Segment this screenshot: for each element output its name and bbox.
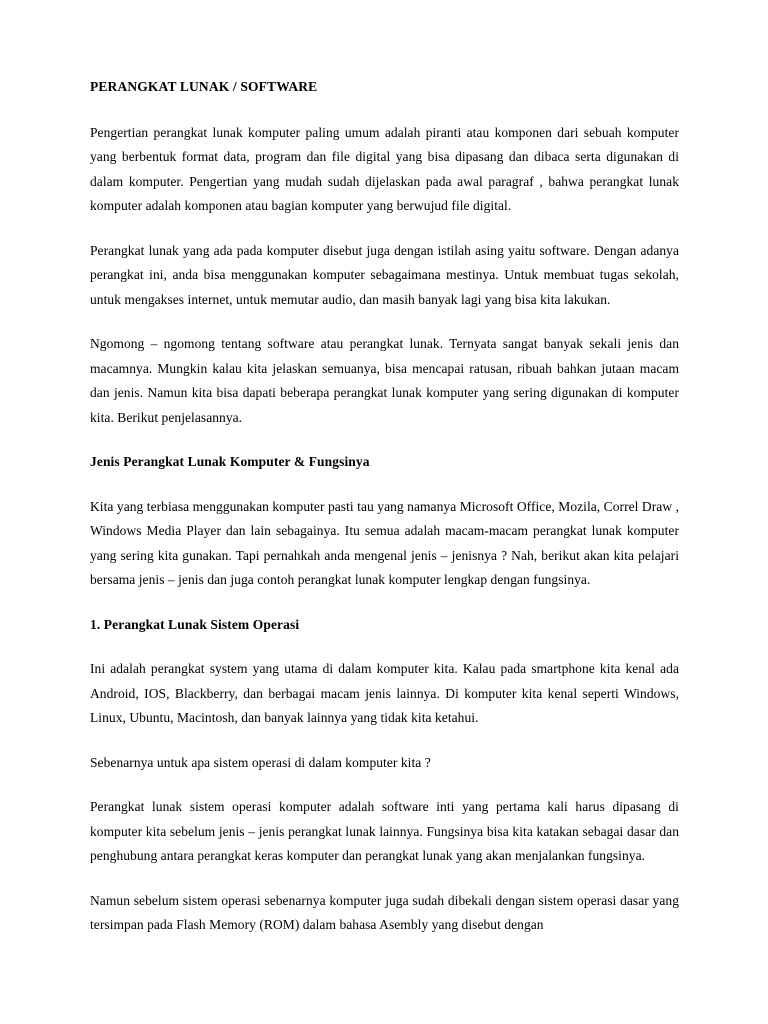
- document-body: [90, 75, 679, 938]
- paragraph-variety: Ngomong – ngomong tentang software atau perangkat lunak. Ternyata sangat banyak sekali jenis dan macamnya. Mungkin kalau kita jelaskan semuanya, bisa mencapai ratusan, ribuah bahkan jutaan macam dan jenis. Namun kita bisa dapati beberapa perangkat lunak komputer yang sering digunakan di komputer kita. Berikut penjelasannya.: [90, 336, 679, 425]
- paragraph-os-intro: Ini adalah perangkat system yang utama di dalam komputer kita. Kalau pada smartphone kita kenal ada Android, IOS, Blackberry, dan berbagai macam jenis lainnya. Di komputer kita kenal seperti Windows, Linux, Ubuntu, Macintosh, dan banyak lainnya yang tidak kita ketahui.: [90, 661, 679, 725]
- paragraph-os-rom-assembly: Namun sebelum sistem operasi sebenarnya komputer juga sudah dibekali dengan sistem operasi dasar yang tersimpan pada Flash Memory (ROM) dalam bahasa Asembly yang disebut dengan: [90, 892, 679, 932]
- paragraph-intro-definition: Pengertian perangkat lunak komputer paling umum adalah piranti atau komponen dari sebuah komputer yang berbentuk format data, program dan file digital yang bisa dipasang dan dibaca serta digunakan di dalam komputer. Pengertian yang mudah sudah dijelaskan pada awal paragraf , bahwa perangkat lunak komputer adalah komponen atau bagian komputer yang berwujud file digital.: [90, 124, 679, 213]
- paragraph-os-question: Sebenarnya untuk apa sistem operasi di dalam komputer kita ?: [90, 754, 431, 770]
- section-heading-sistem-operasi: 1. Perangkat Lunak Sistem Operasi: [90, 616, 300, 632]
- section-heading-jenis-fungsinya: Jenis Perangkat Lunak Komputer & Fungsinya: [90, 454, 370, 469]
- page-title: PERANGKAT LUNAK / SOFTWARE: [90, 79, 318, 94]
- paragraph-software-term: Perangkat lunak yang ada pada komputer disebut juga dengan istilah asing yaitu software. Dengan adanya perangkat ini, anda bisa menggunakan komputer sebagaimana mestinya. Untuk membuat tugas sekolah, untuk mengakses internet, untuk memutar audio, dan masih banyak lagi yang bisa kita lakukan.: [90, 242, 679, 307]
- paragraph-examples: Kita yang terbiasa menggunakan komputer pasti tau yang namanya Microsoft Office, Mozila, Correl Draw , Windows Media Player dan lain sebagainya. Itu semua adalah macam-macam perangkat lunak komputer yang sering kita gunakan. Tapi pernahkah anda mengenal jenis – jenisnya ? Nah, berikut akan kita pelajari bersama jenis – jenis dan juga contoh perangkat lunak komputer lengkap dengan fungsinya.: [90, 498, 679, 587]
- paragraph-os-definition: Perangkat lunak sistem operasi komputer adalah software inti yang pertama kali harus dipasang di komputer kita sebelum jenis – jenis perangkat lunak lainnya. Fungsinya bisa kita katakan sebagai dasar dan penghubung antara perangkat keras komputer dan perangkat lunak yang akan menjalankan fungsinya.: [90, 799, 679, 863]
